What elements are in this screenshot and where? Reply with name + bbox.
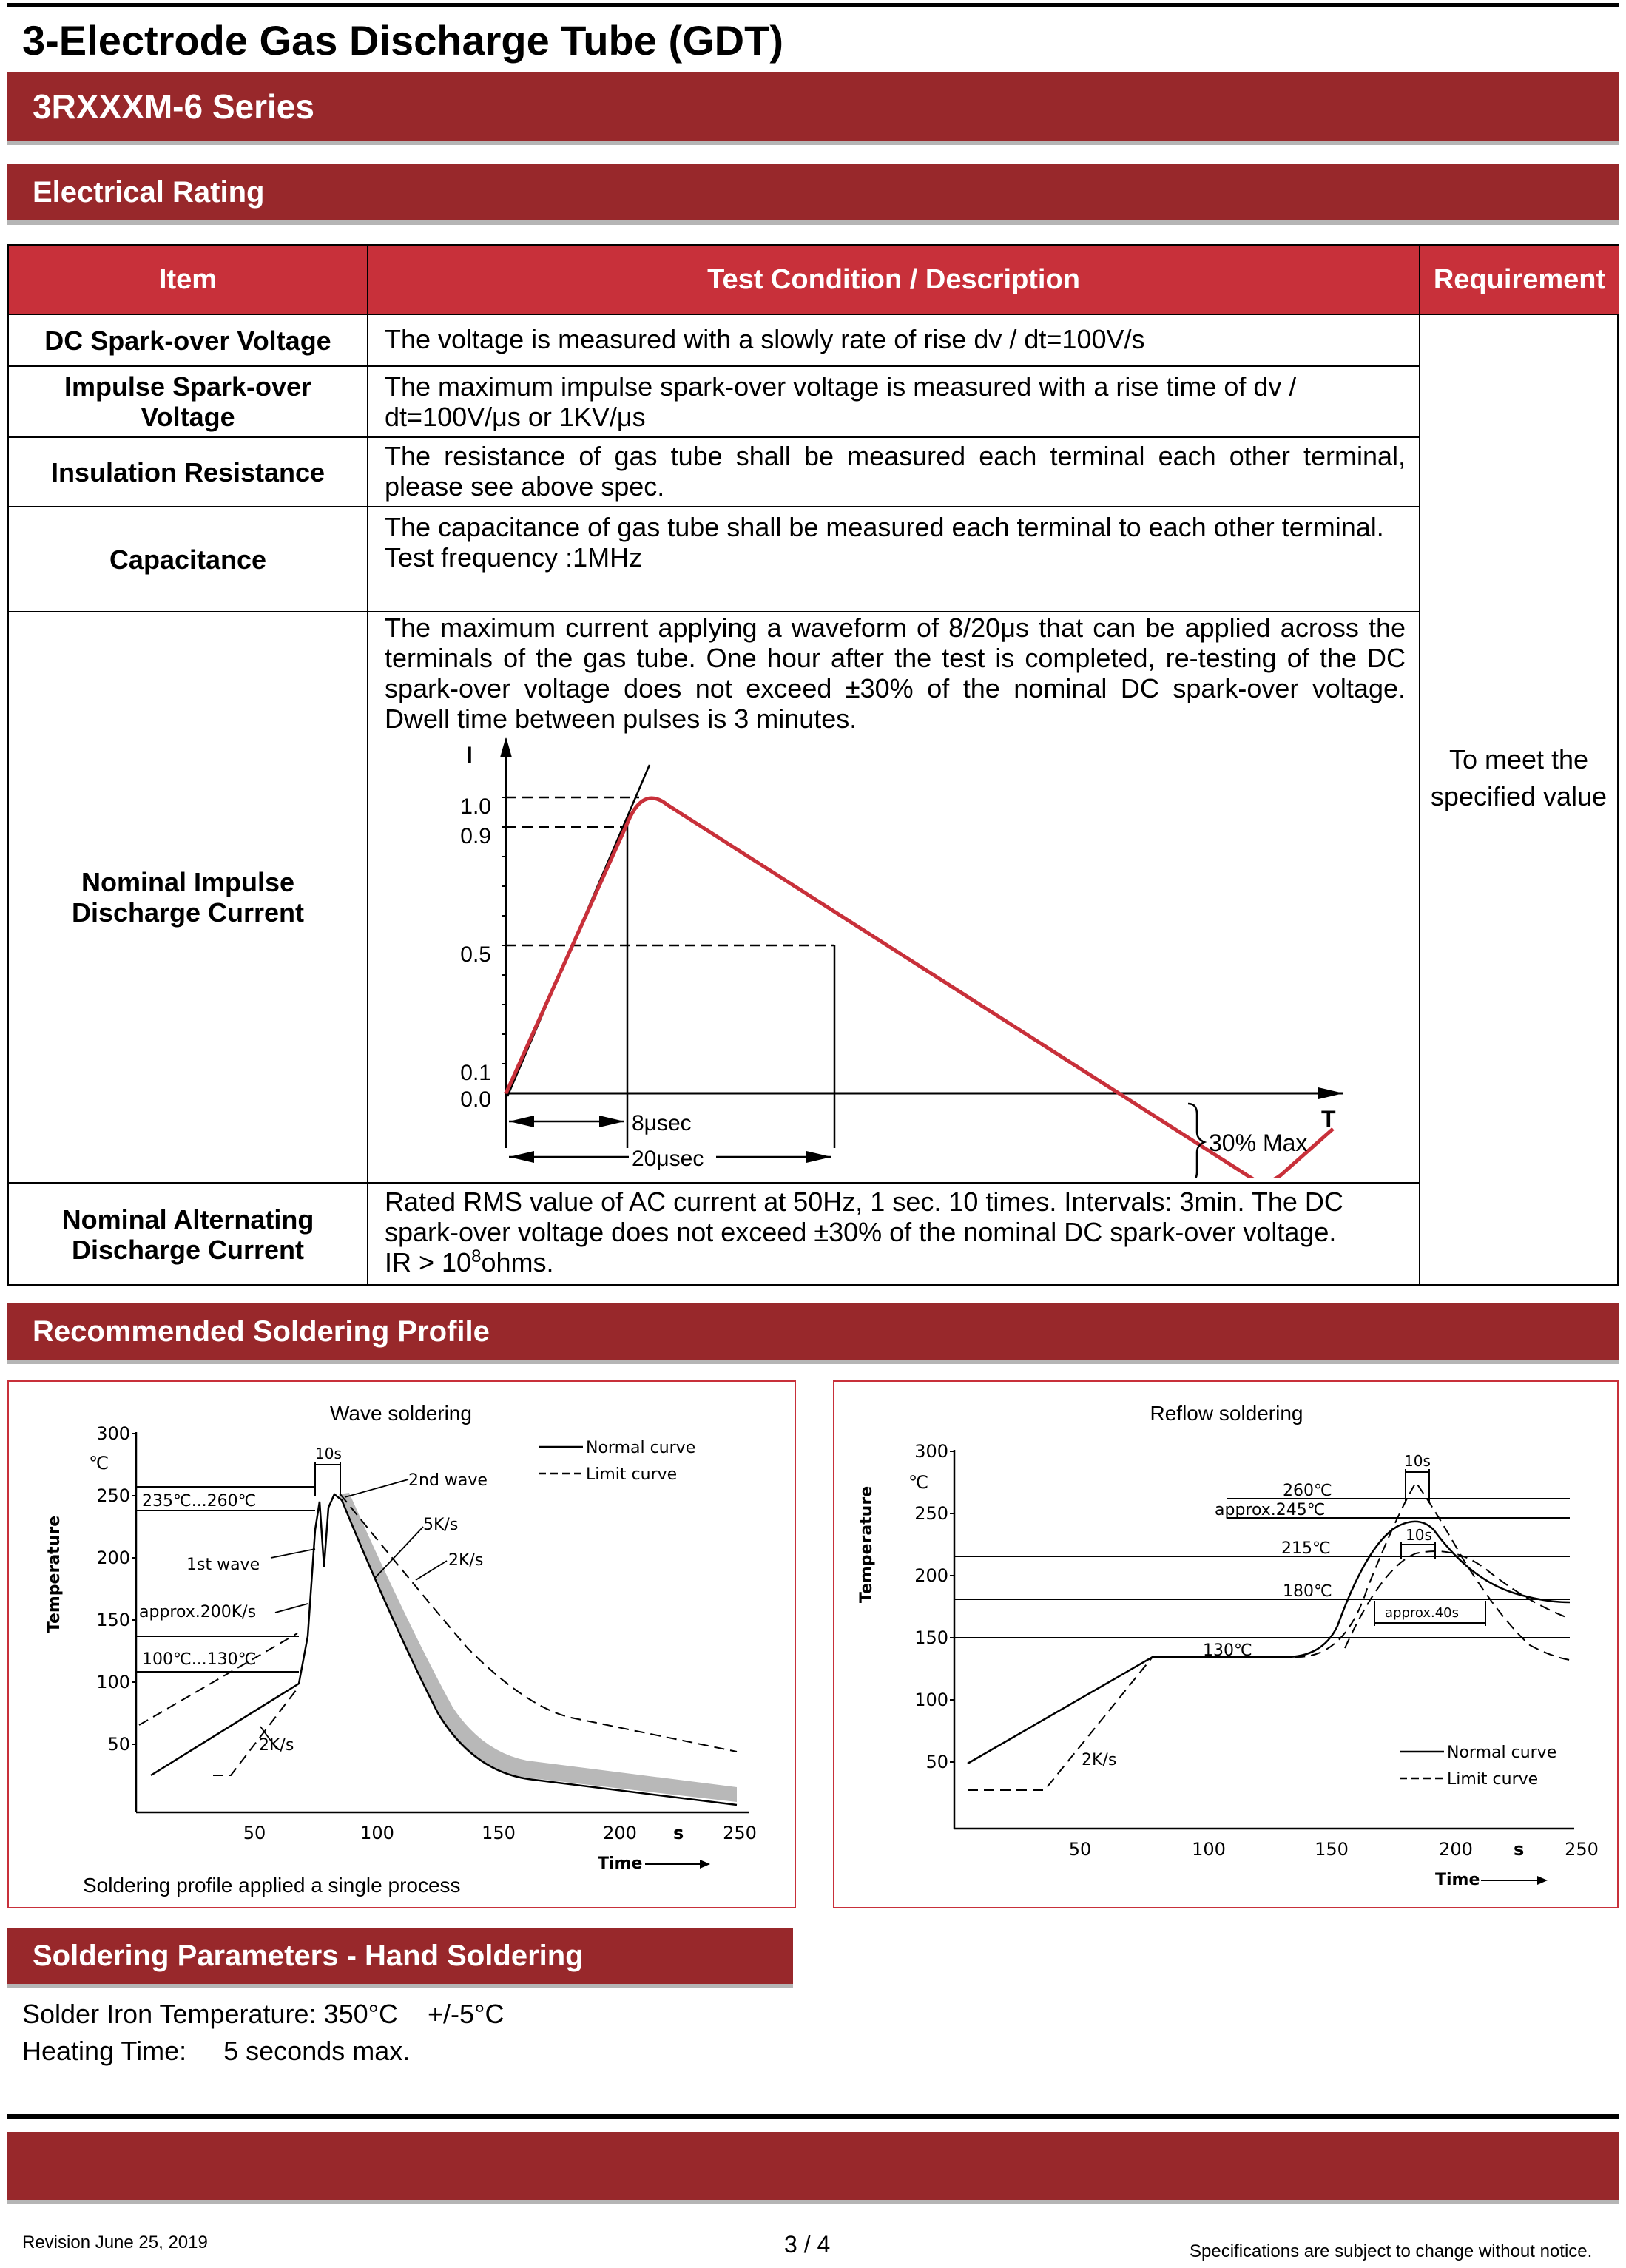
reflow-x-50: 50 [1068,1839,1092,1860]
reflow-y-150: 150 [914,1627,948,1648]
series-title: 3RXXXM-6 Series [33,87,314,126]
y-axis-label: I [466,742,473,769]
hand-soldering-title: Soldering Parameters - Hand Soldering [33,1939,584,1972]
guide-lines [506,797,834,945]
reflow-ann-10s-top: 10s [1404,1452,1431,1470]
pointer-200ks [275,1604,308,1613]
column-header-test-condition: Test Condition / Description [368,246,1419,314]
y-tick-0.5: 0.5 [460,942,491,967]
reflow-soldering-chart [834,1382,1617,1907]
reflow-x-200: 200 [1439,1839,1473,1860]
arrow-right-icon [806,1151,831,1163]
footer-notice: Specifications are subject to change without notice. [1190,2241,1593,2261]
item-insulation-resistance: Insulation Resistance [50,456,325,487]
wave-legend-limit: Limit curve [586,1465,678,1484]
wave-ann-1st: 1st wave [186,1556,260,1574]
revision-date: Revision June 25, 2019 [22,2232,208,2252]
soldering-profile-title: Recommended Soldering Profile [33,1314,490,1348]
reflow-time-arrow-icon [1537,1876,1548,1885]
desc-capacitance-frequency: Test frequency :1MHz [385,542,643,573]
wave-x-100: 100 [360,1823,394,1843]
reflow-ann-2ks: 2K/s [1082,1751,1117,1769]
y-tick-1.0: 1.0 [460,794,491,819]
arrow-right-icon [599,1116,624,1127]
impulse-waveform-diagram [423,734,1355,1178]
desc-nominal-ac [385,1187,1406,1278]
pointer-5ks [374,1527,423,1579]
label-20us: 20μsec [632,1147,704,1171]
arrow-left-icon [509,1116,534,1127]
reflow-soldering-panel [833,1380,1619,1908]
wave-normal-curve [151,1494,737,1805]
item-impulse-spark-over: Impulse Spark-over Voltage [64,371,312,432]
wave-ann-5ks: 5K/s [423,1516,459,1534]
y-axis-arrow-icon [500,737,512,757]
wave-soldering-chart [9,1382,795,1907]
desc-nominal-ac-ir [385,1247,1406,1278]
wave-ann-100: 100℃...130℃ [142,1650,257,1669]
wave-ann-2ks-bottom: 2K/s [259,1736,294,1755]
desc-capacitance [385,512,1406,573]
page-number: 3 / 4 [784,2231,831,2258]
wave-y-300: 300 [96,1423,130,1444]
x-axis-label: T [1321,1106,1336,1133]
reflow-legend-limit: Limit curve [1447,1770,1539,1789]
requirement-value: To meet the specified value [1430,744,1608,811]
bottom-rule [7,2114,1619,2119]
wave-ann-10s: 10s [315,1445,342,1462]
pointer-1st-wave [271,1549,315,1558]
column-divider [367,246,368,1284]
item-nominal-ac: Nominal Alternating Discharge Current [61,1204,314,1265]
heating-time [22,2036,410,2067]
wave-y-label: Temperature [45,1515,64,1633]
reflow-y-100: 100 [914,1690,948,1710]
desc-nominal-impulse: The maximum current applying a waveform of 8/20μs that can be applied across the terminals of the gas tube. One hour after the test is completed, re-testing of the DC spark-over voltage does not exceed ±30% of the nominal DC spark-over voltage. Dwell time between pulses is 3 minutes. [385,612,1406,734]
reflow-x-150: 150 [1315,1839,1349,1860]
column-header-item: Item [9,246,367,314]
item-dc-spark-over: DC Spark-over Voltage [44,325,331,356]
desc-capacitance-text: The capacitance of gas tube shall be measured each terminal to each other terminal. [385,512,1384,542]
ir-prefix: IR > 10 [385,1247,472,1278]
reflow-unit-c: ℃ [908,1472,928,1493]
wave-x-200: 200 [603,1823,637,1843]
item-capacitance: Capacitance [109,544,267,575]
iron-label: Solder Iron Temperature: 350°C [22,1999,399,2029]
top-rule [7,3,1619,7]
wave-y-50: 50 [107,1734,130,1755]
x-axis-arrow-icon [1318,1087,1343,1099]
ir-exponent: 8 [471,1246,482,1266]
reflow-ann-215: 215℃ [1281,1539,1331,1558]
label-30-max: 30% Max [1209,1130,1308,1156]
desc-dc-spark-over: The voltage is measured with a slowly rate of rise dv / dt=100V/s [385,324,1145,354]
wave-soldering-panel [7,1380,796,1908]
heating-label: Heating Time: [22,2036,187,2066]
electrical-rating-banner [7,164,1619,220]
reflow-title: Reflow soldering [1150,1402,1303,1425]
item-nominal-impulse: Nominal Impulse Discharge Current [71,867,305,928]
wave-y-100: 100 [96,1672,130,1692]
desc-nominal-ac-text: Rated RMS value of AC current at 50Hz, 1 sec. 10 times. Intervals: 3min. The DC spark-over voltage does not exceed ±30% of the nominal DC spark-over voltage. [385,1187,1343,1247]
pointer-2nd-wave [345,1479,408,1497]
electrical-rating-table [7,244,1619,1286]
label-8us: 8μsec [632,1111,692,1135]
reflow-y-200: 200 [914,1565,948,1586]
footer-band [7,2132,1619,2200]
wave-note: Soldering profile applied a single process [83,1874,461,1897]
wave-y-150: 150 [96,1610,130,1630]
heating-value: 5 seconds max. [223,2036,411,2066]
solder-iron-temperature [22,1999,504,2030]
impulse-current-curve [506,798,1333,1178]
wave-limit-band [339,1493,737,1802]
wave-limit-curve-lower [213,1687,299,1775]
reflow-x-250: 250 [1565,1839,1599,1860]
pointer-2ks-top [416,1561,447,1580]
wave-x-50: 50 [243,1823,266,1843]
reflow-x-label: Time [1435,1871,1480,1889]
wave-x-label: Time [598,1854,643,1873]
y-tick-0.9: 0.9 [460,824,491,848]
iron-tolerance: +/-5°C [428,1999,505,2029]
reflow-ann-10s-mid: 10s [1406,1526,1432,1544]
wave-unit-c: ℃ [89,1453,109,1474]
wave-ann-200ks: approx.200K/s [139,1603,257,1621]
wave-x-150: 150 [482,1823,516,1843]
wave-ann-2nd: 2nd wave [408,1471,488,1490]
reflow-x-100: 100 [1192,1839,1226,1860]
reflow-ann-260: 260℃ [1283,1482,1332,1500]
wave-ann-2ks-top: 2K/s [448,1551,484,1570]
electrical-rating-title: Electrical Rating [33,175,265,209]
reflow-ann-180: 180℃ [1283,1582,1332,1601]
reflow-unit-s: s [1514,1839,1525,1860]
reflow-ann-245: approx.245℃ [1215,1501,1326,1519]
reflow-y-50: 50 [925,1752,948,1772]
hand-soldering-banner [7,1928,793,1984]
soldering-profile-banner [7,1303,1619,1360]
reflow-y-label: Temperature [857,1485,876,1604]
reflow-ann-130: 130℃ [1203,1641,1252,1660]
reflow-legend-normal: Normal curve [1447,1744,1557,1762]
reflow-ann-40s: approx.40s [1385,1605,1460,1621]
desc-impulse-spark-over: The maximum impulse spark-over voltage is measured with a rise time of dv / dt=100V/μs or 1KV/μs [385,371,1297,432]
reflow-y-250: 250 [914,1503,948,1524]
y-tick-0.0: 0.0 [460,1087,491,1112]
wave-unit-s: s [673,1823,684,1843]
wave-legend-normal: Normal curve [586,1439,696,1457]
wave-y-250: 250 [96,1485,130,1506]
wave-limit-curve-preheat [139,1633,297,1725]
page-title: 3-Electrode Gas Discharge Tube (GDT) [22,17,783,64]
arrow-left-icon [509,1151,534,1163]
wave-title: Wave soldering [330,1402,472,1425]
reflow-y-300: 300 [914,1441,948,1462]
reflow-normal-curve [968,1522,1570,1764]
wave-time-arrow-icon [700,1860,710,1869]
ir-suffix: ohms. [481,1247,554,1278]
column-header-requirement: Requirement [1420,246,1619,314]
wave-x-250: 250 [723,1823,757,1843]
y-tick-0.1: 0.1 [460,1061,491,1085]
wave-y-200: 200 [96,1548,130,1568]
desc-insulation-resistance: The resistance of gas tube shall be measured each terminal each other terminal, please see above spec. [385,441,1406,502]
series-banner [7,72,1619,141]
wave-ann-235: 235℃...260℃ [142,1492,257,1511]
